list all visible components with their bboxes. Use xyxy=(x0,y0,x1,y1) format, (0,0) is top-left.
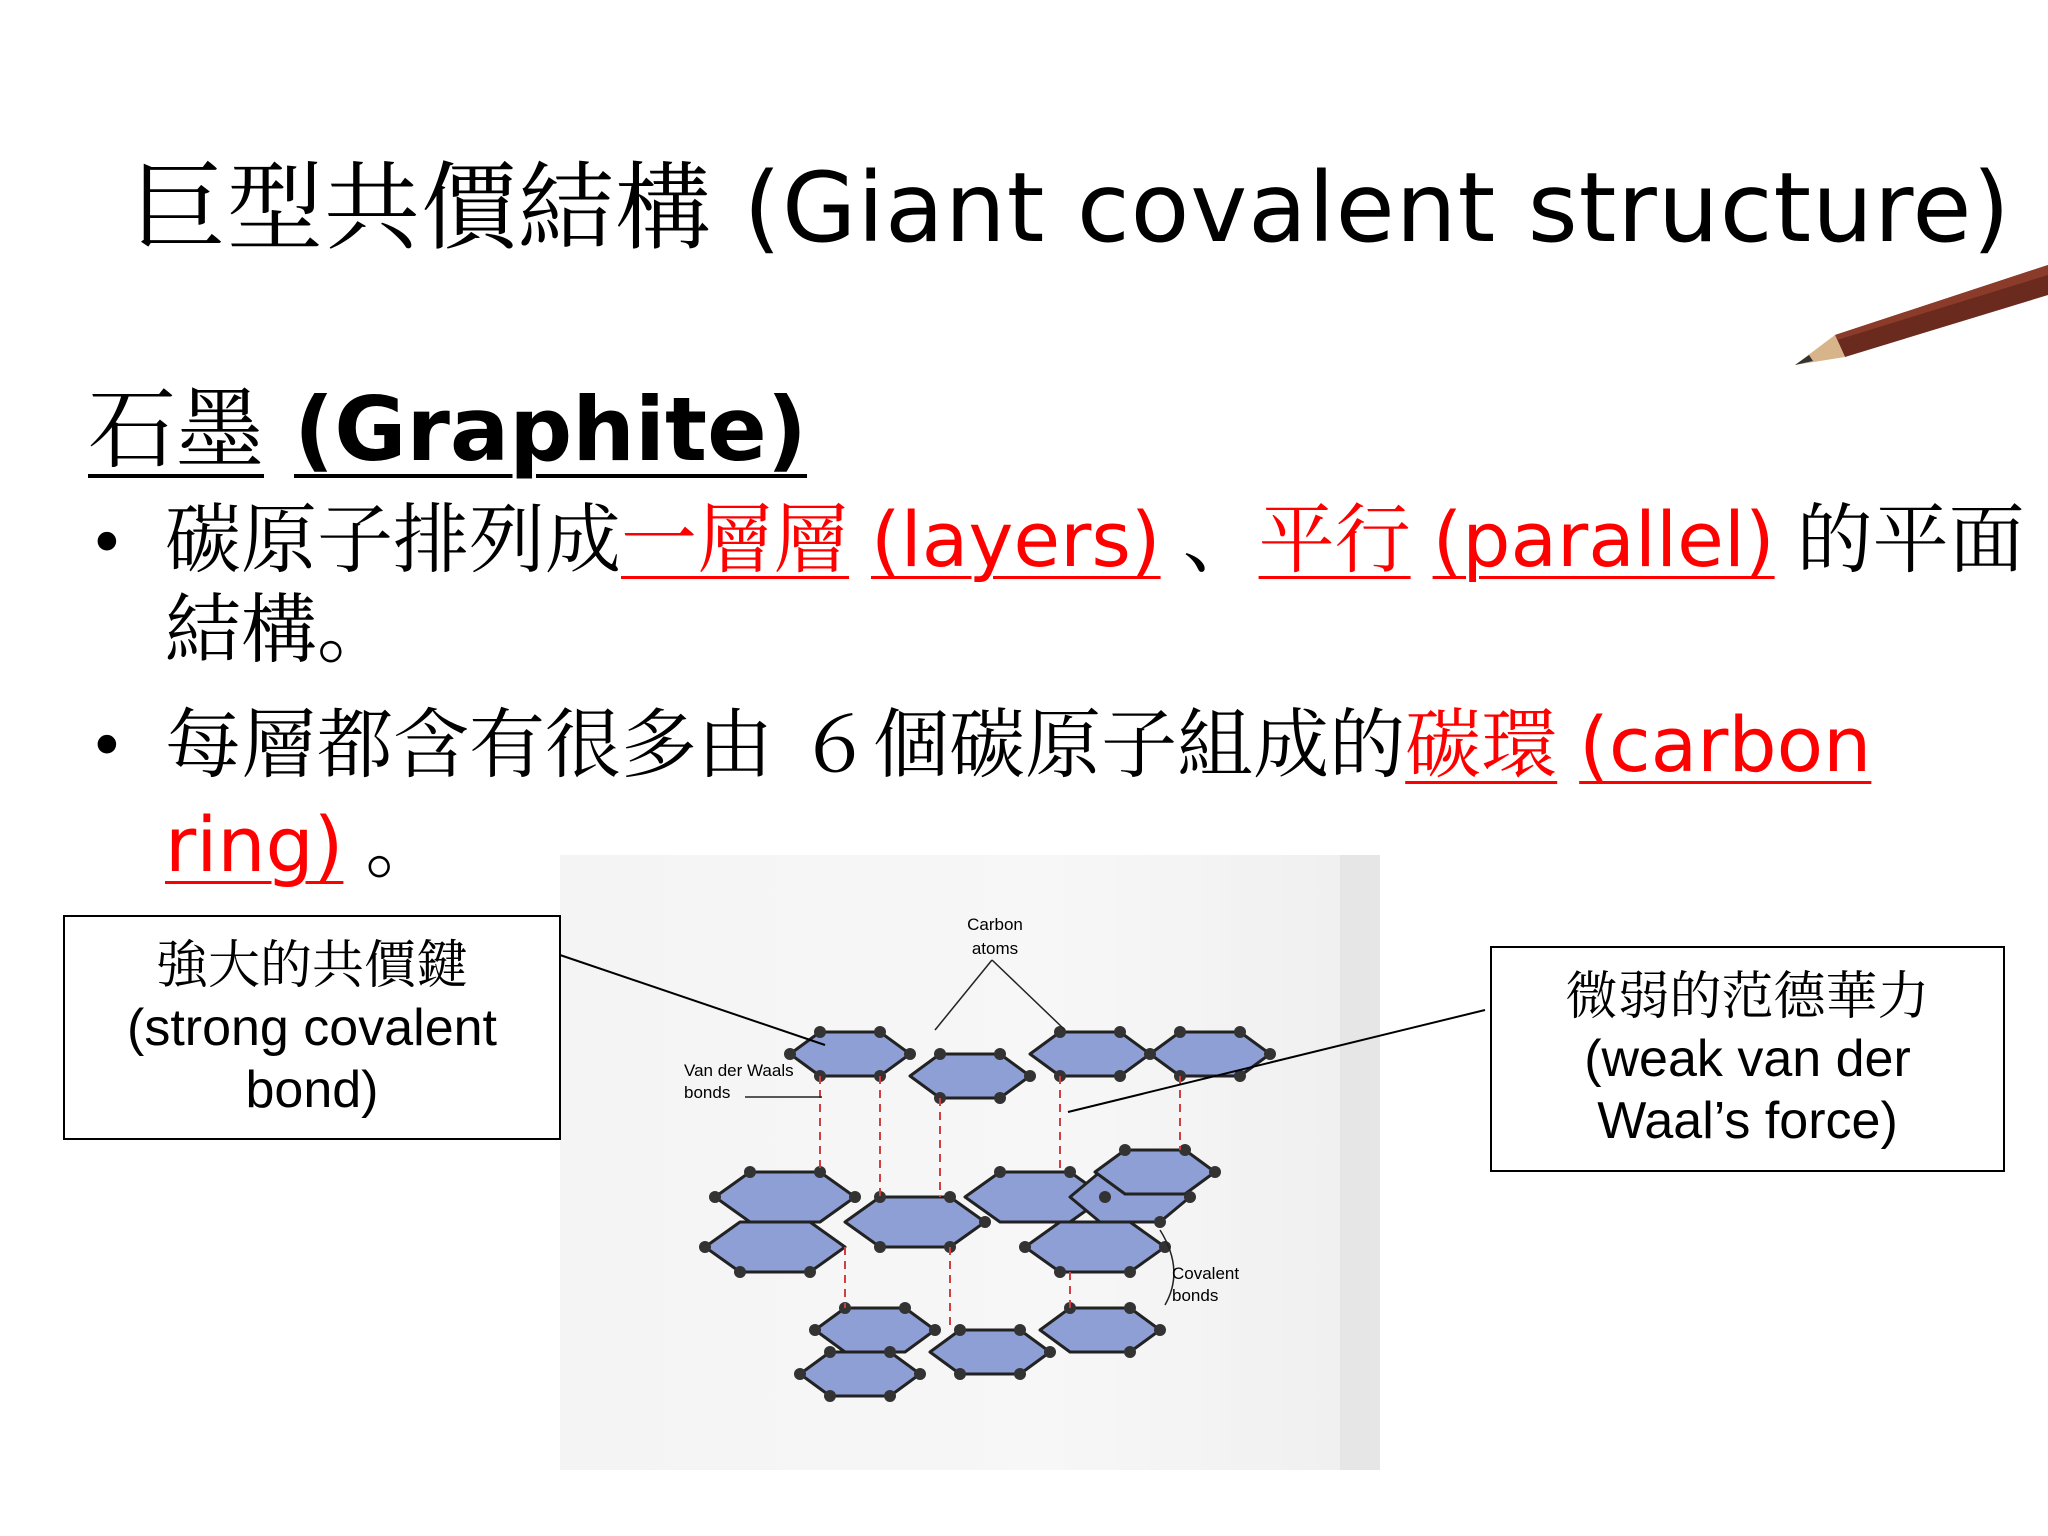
label-cov-2: bonds xyxy=(1172,1286,1219,1305)
bullet-1-red-2: (layers) xyxy=(871,495,1161,584)
bullet-1-text-1: 碳原子排列成 xyxy=(165,495,621,584)
label-cov-1: Covalent xyxy=(1172,1264,1240,1283)
callout-left-line-2: (strong covalent xyxy=(127,999,497,1057)
bullet-2-red-1: 碳環 xyxy=(1405,700,1558,789)
bullet-dot-icon: • xyxy=(88,507,126,581)
bullet-2-text-2: 。 xyxy=(365,800,442,889)
section-heading-en: (Graphite) xyxy=(294,378,808,481)
callout-weak-van-der-waals xyxy=(1490,946,2005,1172)
callout-left-line-3: bond) xyxy=(245,1061,379,1119)
bullet-2-red-2: (carbon xyxy=(1579,700,1872,789)
callout-right-line-1: 微弱的范德華力 xyxy=(1565,968,1930,1026)
label-vdw-1: Van der Waals xyxy=(684,1061,794,1080)
bullet-1-red-4: (parallel) xyxy=(1432,495,1775,584)
bullet-1-red-1: 一層層 xyxy=(621,495,849,584)
callout-strong-covalent-bond xyxy=(63,915,561,1140)
slide-title: 巨型共價結構 (Giant covalent structure) xyxy=(130,152,2011,264)
callout-left-line-1: 強大的共價鍵 xyxy=(155,937,468,995)
bullet-1-line-2: 結構。 xyxy=(165,585,393,674)
label-carbon-2: atoms xyxy=(971,939,1019,958)
callout-right-line-2: (weak van der xyxy=(1584,1030,1911,1088)
label-vdw-2: bonds xyxy=(684,1083,731,1102)
section-heading-zh: 石墨 xyxy=(88,378,265,481)
callout-right-line-3: Waal’s force) xyxy=(1597,1092,1898,1150)
bullet-2-text-1: 每層都含有很多由 ６個碳原子組成的 xyxy=(165,700,1406,789)
bullet-dot-icon: • xyxy=(88,710,126,784)
bullet-1-text-3: 的平面 xyxy=(1796,495,2025,584)
bullet-1-red-3: 平行 xyxy=(1258,495,1411,584)
bullet-2-red-3: ring) xyxy=(165,800,344,889)
bullet-1-text-2: 、 xyxy=(1182,495,1259,584)
label-carbon-1: Carbon xyxy=(967,915,1023,934)
